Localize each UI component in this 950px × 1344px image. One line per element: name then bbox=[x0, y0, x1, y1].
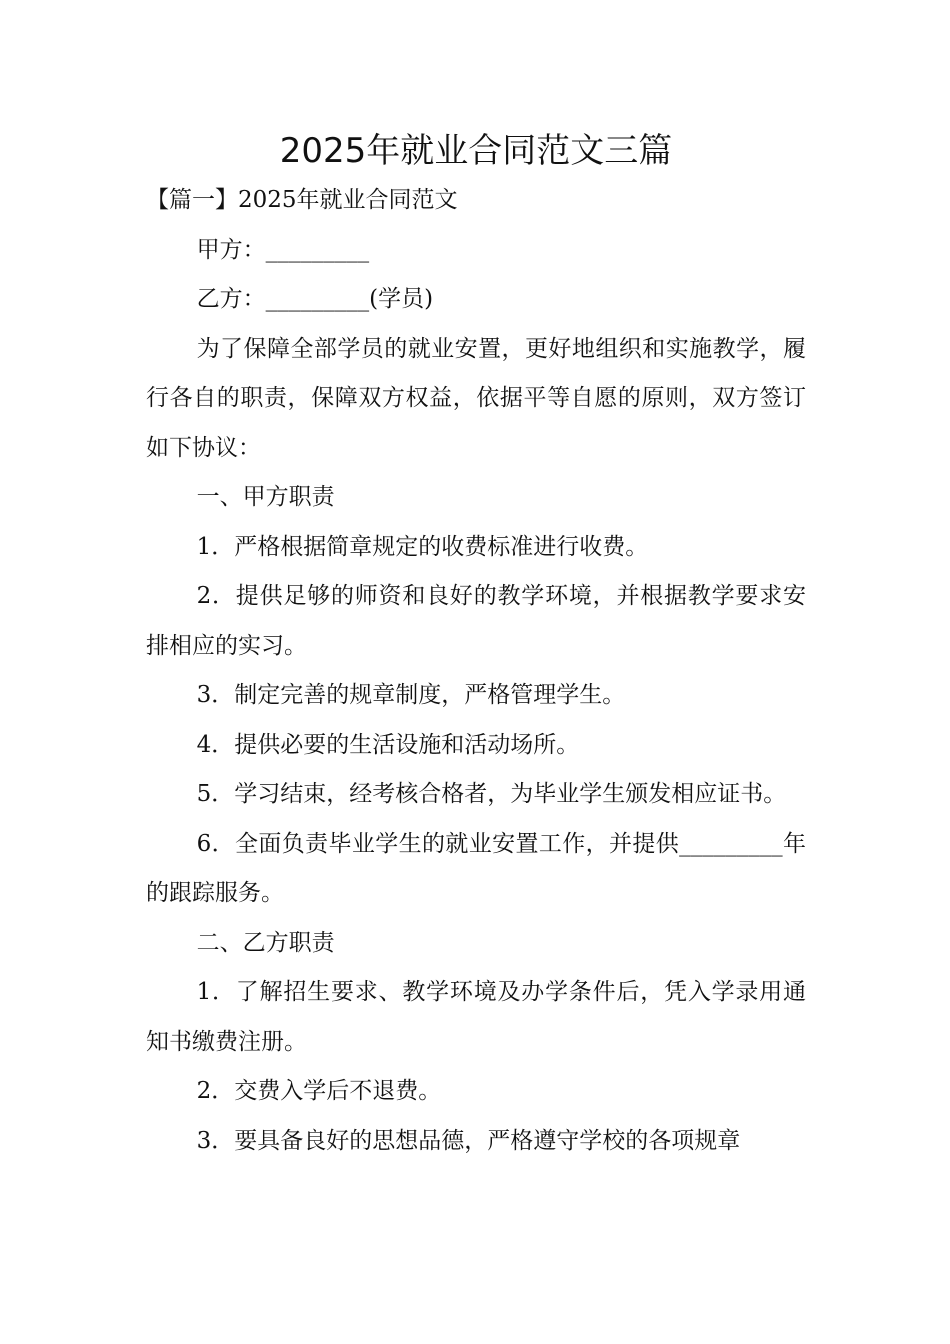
preamble-paragraph: 为了保障全部学员的就业安置，更好地组织和实施教学，履行各自的职责，保障双方权益，依据平等自愿的原则，双方签订如下协议： bbox=[146, 335, 806, 461]
party-a-item-3: 3．制定完善的规章制度，严格管理学生。 bbox=[196, 682, 626, 708]
document-content bbox=[146, 126, 806, 1166]
party-b-item-1: 1．了解招生要求、教学环境及办学条件后，凭入学录用通知书缴费注册。 bbox=[146, 979, 806, 1055]
party-a-item-2: 2．提供足够的师资和良好的教学环境，并根据教学要求安排相应的实习。 bbox=[146, 583, 806, 659]
party-a-item-1: 1．严格根据简章规定的收费标准进行收费。 bbox=[196, 533, 649, 560]
clause-heading-party-a: 一、甲方职责 bbox=[196, 484, 335, 510]
party-a-line: 甲方：_________ bbox=[196, 236, 370, 263]
party-b-line: 乙方：_________(学员) bbox=[196, 286, 434, 312]
party-a-item-4: 4．提供必要的生活设施和活动场所。 bbox=[196, 731, 580, 758]
document-title: 2025年就业合同范文三篇 bbox=[279, 131, 673, 171]
party-a-item-6: 6．全面负责毕业学生的就业安置工作，并提供_________年的跟踪服务。 bbox=[146, 830, 806, 906]
clause-heading-party-b: 二、乙方职责 bbox=[196, 929, 335, 956]
party-b-item-3: 3．要具备良好的思想品德，严格遵守学校的各项规章 bbox=[196, 1127, 741, 1154]
party-b-item-2: 2．交费入学后不退费。 bbox=[196, 1078, 442, 1104]
section-heading: 【篇一】2025年就业合同范文 bbox=[146, 187, 458, 213]
party-a-item-5: 5．学习结束，经考核合格者，为毕业学生颁发相应证书。 bbox=[196, 781, 787, 807]
